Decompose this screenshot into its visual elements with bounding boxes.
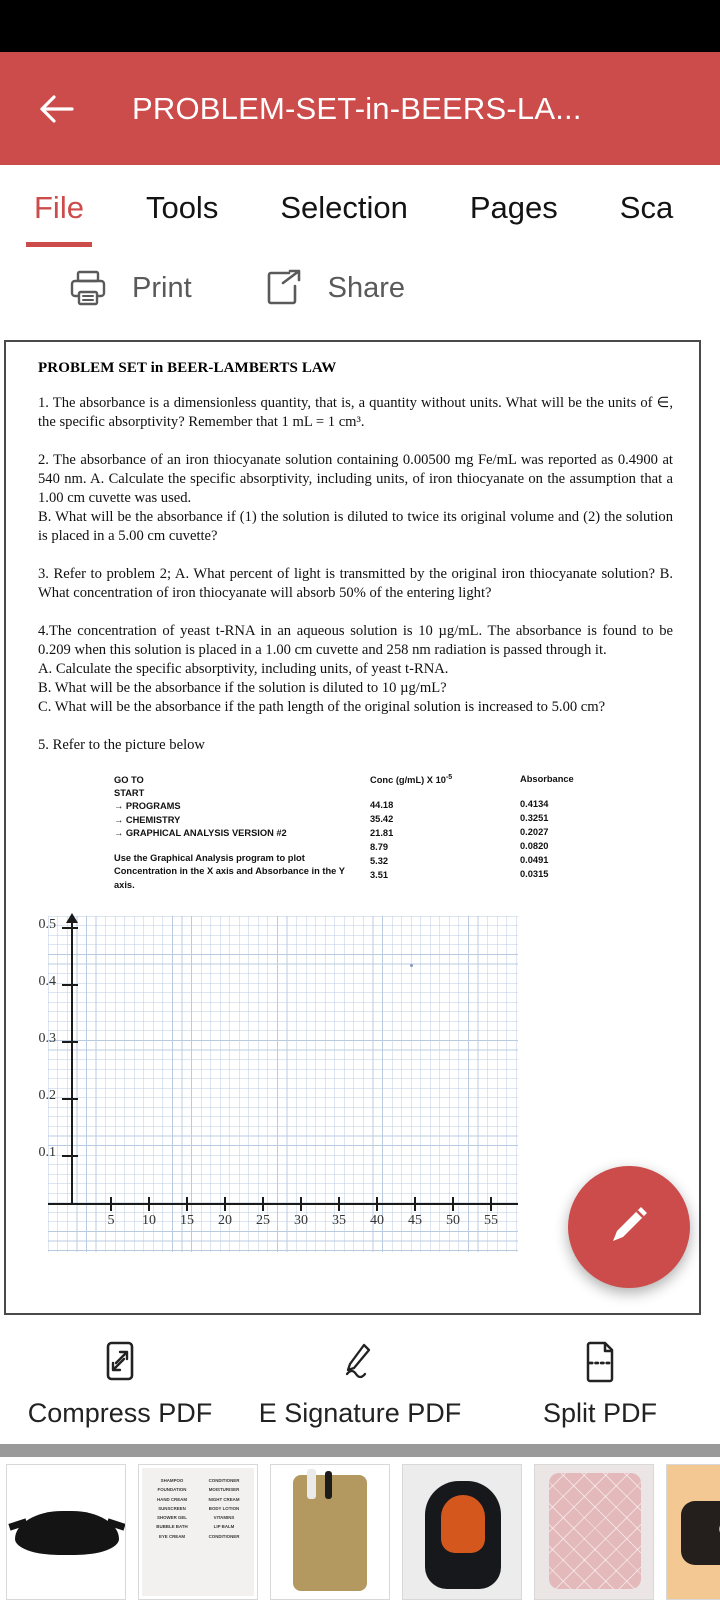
printer-icon xyxy=(66,266,110,310)
tab-tools[interactable]: Tools xyxy=(145,189,219,225)
status-bar xyxy=(0,0,720,52)
cell-abs-2: 0.2027 xyxy=(520,826,549,837)
split-pdf-label: Split PDF xyxy=(542,1397,658,1428)
tab-file[interactable]: File xyxy=(34,165,84,251)
pen-edit-icon xyxy=(599,1195,659,1260)
figure-step-3: → CHEMISTRY xyxy=(114,814,181,825)
plot-point xyxy=(410,964,413,967)
ad-item-backpack[interactable] xyxy=(402,1464,522,1600)
x-tick-label-5: 30 xyxy=(294,1213,308,1229)
ad-item-crossbody-bag[interactable] xyxy=(666,1464,720,1600)
pdf-paragraph-4b: B. What will be the absorbance if the solution is diluted to 10 µg/mL? xyxy=(38,679,447,696)
pdf-paragraph-4c: C. What will be the absorbance if the path length of the original solution is increased to 5.00 cm? xyxy=(38,698,606,715)
pdf-paragraph-5: 5. Refer to the picture below xyxy=(38,736,205,753)
x-tick-label-9: 50 xyxy=(446,1213,460,1229)
x-tick-label-10: 55 xyxy=(484,1213,498,1229)
tab-pages[interactable]: Pages xyxy=(469,189,558,225)
x-tick-45 xyxy=(408,1197,422,1229)
y-tick-label-0: 0.1 xyxy=(38,1145,56,1161)
column-header-conc xyxy=(370,774,520,785)
print-label: Print xyxy=(132,271,192,304)
figure-note: Use the Graphical Analysis program to plot Concentration in the X axis and Absorbance in the Y axis. xyxy=(114,852,345,890)
cell-abs-4: 0.0491 xyxy=(520,855,549,866)
pdf-heading: PROBLEM SET in BEER-LAMBERTS LAW xyxy=(38,360,337,376)
bottom-tool-bar xyxy=(0,1322,720,1444)
y-tick-label-1: 0.2 xyxy=(38,1088,56,1104)
ad-item-fanny-pack[interactable] xyxy=(6,1464,126,1600)
x-tick-15 xyxy=(180,1197,194,1229)
y-axis xyxy=(71,921,73,1204)
table-column-conc xyxy=(370,774,520,883)
ad-divider-bar xyxy=(0,1444,720,1457)
tab-bar xyxy=(0,165,720,251)
x-tick-label-3: 20 xyxy=(218,1213,232,1229)
esignature-pdf-button[interactable] xyxy=(240,1338,480,1429)
x-tick-40 xyxy=(370,1197,384,1229)
compress-pdf-button[interactable] xyxy=(0,1338,240,1429)
y-tick-label-3: 0.4 xyxy=(38,974,56,990)
y-tick-label-2: 0.3 xyxy=(38,1031,56,1047)
pdf-paragraph-4a: A. Calculate the specific absorptivity, including units, of yeast t-RNA. xyxy=(38,660,449,677)
cell-abs-5: 0.0315 xyxy=(520,869,549,880)
x-tick-label-0: 5 xyxy=(107,1213,115,1229)
x-axis xyxy=(48,1203,518,1205)
app-bar xyxy=(0,52,720,165)
x-tick-55 xyxy=(484,1197,498,1229)
x-tick-20 xyxy=(218,1197,232,1229)
ad-item-luggage[interactable] xyxy=(534,1464,654,1600)
y-tick-0.1 xyxy=(38,1145,78,1161)
figure-step-0: GO TO xyxy=(114,774,144,785)
tactical-pouch-image xyxy=(293,1475,367,1591)
tab-scan[interactable]: Sca xyxy=(619,189,674,225)
x-tick-label-6: 35 xyxy=(332,1213,346,1229)
y-tick-label-4: 0.5 xyxy=(38,917,56,933)
cell-abs-3: 0.0820 xyxy=(520,840,549,851)
table-column-absorbance xyxy=(520,774,574,883)
ad-carousel[interactable] xyxy=(0,1444,720,1600)
graph-plot-area xyxy=(38,916,518,1252)
esignature-pdf-label: E Signature PDF xyxy=(258,1397,462,1428)
fanny-pack-image xyxy=(15,1511,119,1555)
y-tick-0.3 xyxy=(38,1031,78,1047)
column-header-absorbance: Absorbance xyxy=(520,773,574,784)
figure-instructions xyxy=(114,774,364,893)
cell-conc-2: 21.81 xyxy=(370,827,394,838)
edit-fab-button[interactable] xyxy=(568,1166,690,1288)
cell-abs-1: 0.3251 xyxy=(520,812,549,823)
x-tick-35 xyxy=(332,1197,346,1229)
luggage-image xyxy=(549,1473,641,1589)
embedded-figure xyxy=(38,774,673,1253)
cell-conc-5: 3.51 xyxy=(370,870,389,881)
x-tick-label-1: 10 xyxy=(142,1213,156,1229)
share-icon xyxy=(262,266,306,310)
share-label: Share xyxy=(327,271,406,304)
file-action-row xyxy=(0,251,720,325)
y-tick-0.4 xyxy=(38,974,78,990)
pdf-paragraph-3: 3. Refer to problem 2; A. What percent of light is transmitted by the original iron thiocyanate solution? B. What concentration of iron thiocyanate will absorb 50% of the entering light? xyxy=(38,565,673,601)
cell-conc-4: 5.32 xyxy=(370,856,389,867)
pdf-paragraph-1: 1. The absorbance is a dimensionless quantity, that is, a quantity without units. What will be the units of ∈, the specific absorptivity? Remember that 1 mL = 1 cm³. xyxy=(38,395,673,430)
x-tick-10 xyxy=(142,1197,156,1229)
x-tick-label-4: 25 xyxy=(256,1213,270,1229)
figure-step-1: START xyxy=(114,788,145,798)
split-pdf-icon xyxy=(577,1338,623,1384)
tab-selection[interactable]: Selection xyxy=(280,189,408,225)
pdf-page[interactable] xyxy=(4,340,701,1315)
x-tick-label-8: 45 xyxy=(408,1213,422,1229)
x-tick-50 xyxy=(446,1197,460,1229)
x-tick-25 xyxy=(256,1197,270,1229)
ad-item-cosmetics-sheet[interactable] xyxy=(138,1464,258,1600)
ad-item-tactical-pouch[interactable] xyxy=(270,1464,390,1600)
y-tick-0.2 xyxy=(38,1088,78,1104)
pdf-paragraph-2b: B. What will be the absorbance if (1) the solution is diluted to twice its original volume and (2) the solution is placed in a 5.00 cm cuvette? xyxy=(38,508,673,544)
pdf-paragraph-2a: 2. The absorbance of an iron thiocyanate solution containing 0.00500 mg Fe/mL was reported as 0.4900 at 540 nm. A. Calculate the specific absorptivity, including units, of iron thiocyanate on the assumption that a 1.00 cm cuvette was used. xyxy=(38,451,673,506)
signature-pdf-icon xyxy=(337,1338,383,1384)
cell-conc-0: 44.18 xyxy=(370,799,394,810)
print-button[interactable] xyxy=(66,266,192,310)
y-tick-0.5 xyxy=(38,917,78,933)
split-pdf-button[interactable] xyxy=(480,1338,720,1429)
figure-step-2: → PROGRAMS xyxy=(114,801,181,812)
figure-data-table xyxy=(370,774,574,893)
backpack-orange-panel xyxy=(441,1495,485,1553)
x-tick-label-2: 15 xyxy=(180,1213,194,1229)
x-tick-5 xyxy=(107,1197,115,1229)
ad-row xyxy=(0,1457,720,1600)
cell-abs-0: 0.4134 xyxy=(520,798,549,809)
x-tick-label-7: 40 xyxy=(370,1213,384,1229)
document-title: PROBLEM-SET-in-BEERS-LA... xyxy=(132,90,582,126)
cell-conc-1: 35.42 xyxy=(370,813,394,824)
x-tick-30 xyxy=(294,1197,308,1229)
compress-pdf-label: Compress PDF xyxy=(27,1397,213,1428)
column-header-conc-text: Conc (g/mL) X 10 xyxy=(370,774,446,785)
pdf-paragraph-4: 4.The concentration of yeast t-RNA in an aqueous solution is 10 µg/mL. The absorbance is found to be 0.209 when this solution is placed in a 1.00 cm cuvette and 258 nm radiation is passed through it. xyxy=(38,622,673,658)
cosmetics-right-column: CONDITIONER MOISTURISER NIGHT CREAM BODY LOTION VITAMINS LIP BALM CONDITIONER xyxy=(208,1478,240,1539)
back-arrow-icon[interactable] xyxy=(34,87,78,131)
column-header-conc-exponent: -5 xyxy=(445,773,453,781)
figure-step-4: → GRAPHICAL ANALYSIS VERSION #2 xyxy=(114,828,287,839)
share-button[interactable] xyxy=(262,266,405,310)
cosmetics-label-image xyxy=(142,1468,254,1596)
backpack-image xyxy=(425,1481,501,1589)
cell-conc-3: 8.79 xyxy=(370,842,389,852)
crossbody-bag-image xyxy=(681,1501,720,1565)
cosmetics-left-column: SHAMPOO FOUNDATION HAND CREAM SUNSCREEN SHOWER GEL BUBBLE BATH EYE CREAM xyxy=(156,1478,188,1539)
compress-pdf-icon xyxy=(97,1338,143,1384)
